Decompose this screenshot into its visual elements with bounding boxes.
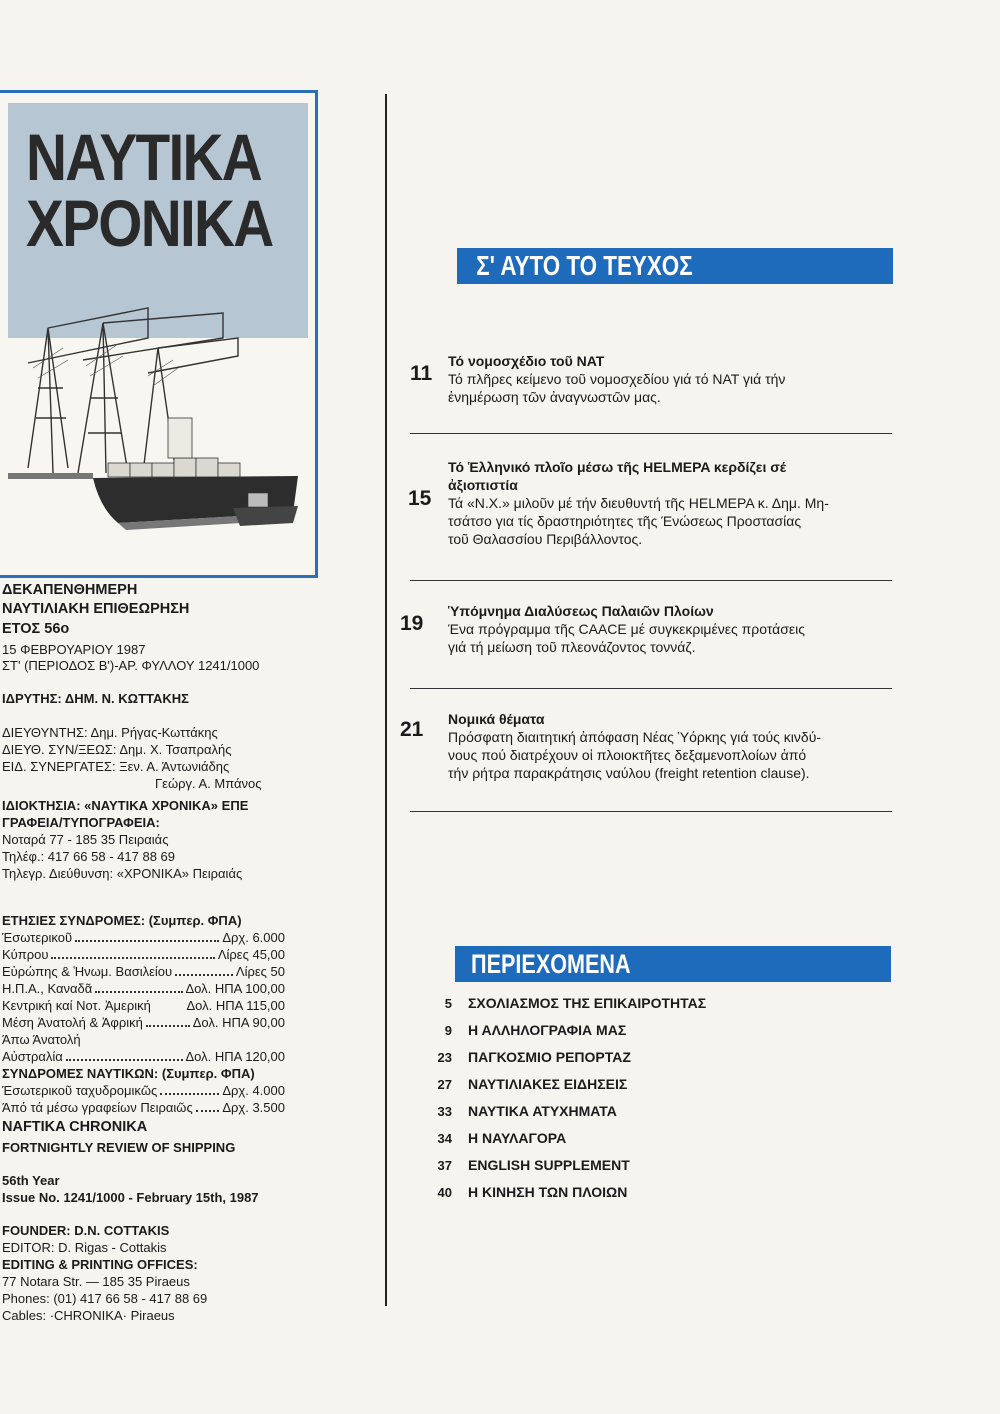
english-phones: Phones: (01) 417 66 58 - 417 88 69 bbox=[2, 1291, 208, 1306]
article-separator bbox=[410, 811, 892, 812]
contents-page-number: 33 bbox=[437, 1104, 452, 1119]
subscription-price: Λίρες 45,00 bbox=[217, 947, 285, 962]
article-title: Νομικά θέματα bbox=[448, 711, 545, 727]
subscription-region: Εὐρώπης & Ἡνωμ. Βασιλείου bbox=[2, 964, 173, 979]
english-editor: EDITOR: D. Rigas - Cottakis bbox=[2, 1240, 167, 1255]
english-issue: Issue No. 1241/1000 - February 15th, 1987 bbox=[2, 1190, 259, 1205]
english-address: 77 Notara Str. — 185 35 Piraeus bbox=[2, 1274, 190, 1289]
subscription-price: Δρχ. 4.000 bbox=[222, 1083, 285, 1098]
colophon-year: ΕΤΟΣ 56ο bbox=[2, 621, 70, 637]
article-summary: τήν ρήτρα παρακράτησις ναύλου (freight retention clause). bbox=[448, 765, 810, 781]
article-summary: τσάτσο για τίς δραστηριότητες τῆς Ένώσεως Προστασίας bbox=[448, 513, 802, 529]
masthead-title-line2: ΧΡΟΝΙΚΑ bbox=[26, 186, 273, 260]
in-this-issue-heading: Σ' ΑΥΤΟ ΤΟ ΤΕΥΧΟΣ bbox=[476, 250, 693, 281]
in-this-issue-banner bbox=[457, 248, 893, 284]
column-divider bbox=[385, 94, 387, 1306]
subscription-row bbox=[2, 963, 285, 980]
subscription-region: Άπό τά μέσω γραφείων Πειραιῶς bbox=[2, 1100, 193, 1115]
article-separator bbox=[410, 580, 892, 581]
container-ship-illustration bbox=[8, 268, 308, 573]
subscription-row bbox=[2, 997, 285, 1014]
article-summary: Τά «Ν.Χ.» μιλοῦν μέ τήν διευθυντή τῆς HELMEPA κ. Δημ. Μη- bbox=[448, 495, 829, 511]
subscription-price: Δολ. ΗΠΑ 115,00 bbox=[186, 998, 285, 1013]
dot-leader bbox=[154, 997, 184, 1010]
contents-item-title: ΝΑΥΤΙΚΑ ΑΤΥΧΗΜΑΤΑ bbox=[468, 1103, 617, 1119]
colophon-offices-label: ΓΡΑΦΕΙΑ/ΤΥΠΟΓΡΑΦΕΙΑ: bbox=[2, 815, 160, 830]
contents-item-title: Η ΚΙΝΗΣΗ ΤΩΝ ΠΛΟΙΩΝ bbox=[468, 1184, 628, 1200]
dot-leader bbox=[196, 1099, 220, 1112]
subscription-row bbox=[2, 1014, 285, 1031]
colophon-address: Νοταρά 77 - 185 35 Πειραιάς bbox=[2, 832, 169, 847]
seamen-subscriptions-title: ΣΥΝΔΡΟΜΕΣ ΝΑΥΤΙΚΩΝ: (Συμπερ. ΦΠΑ) bbox=[2, 1066, 255, 1081]
contents-page-number: 5 bbox=[444, 996, 452, 1011]
article-summary: τοῦ Θαλασσίου Περιβάλλοντος. bbox=[448, 531, 643, 547]
subscription-price: Δρχ. 3.500 bbox=[222, 1100, 285, 1115]
article-title: Ὑπόμνημα Διαλύσεως Παλαιῶν Πλοίων bbox=[448, 603, 714, 619]
contents-banner bbox=[455, 946, 891, 982]
contents-page-number: 9 bbox=[444, 1023, 452, 1038]
article-summary: νους πού διατρέχουν οἱ πλοιοκτῆτες δεξαμενοπλοίων ἀπό bbox=[448, 747, 807, 763]
colophon-director: ΔΙΕΥΘΥΝΤΗΣ: Δημ. Ρήγας-Κωττάκης bbox=[2, 725, 218, 740]
contents-item-title: ΣΧΟΛΙΑΣΜΟΣ ΤΗΣ ΕΠΙΚΑΙΡΟΤΗΤΑΣ bbox=[468, 995, 707, 1011]
colophon-review-type: ΝΑΥΤΙΛΙΑΚΗ ΕΠΙΘΕΩΡΗΣΗ bbox=[2, 601, 190, 617]
dot-leader bbox=[51, 946, 214, 959]
subscription-row bbox=[2, 980, 285, 997]
contents-item-title: Η ΑΛΛΗΛΟΓΡΑΦΙΑ ΜΑΣ bbox=[468, 1022, 627, 1038]
article-page-number: 19 bbox=[400, 612, 424, 635]
subscription-row bbox=[2, 946, 285, 963]
colophon-telegram: Τηλεγρ. Διεύθυνση: «ΧΡΟΝΙΚΑ» Πειραιάς bbox=[2, 866, 243, 881]
colophon-owner: ΙΔΙΟΚΤΗΣΙΑ: «ΝΑΥΤΙΚΑ ΧΡΟΝΙΚΑ» ΕΠΕ bbox=[2, 798, 249, 813]
colophon-frequency: ΔΕΚΑΠΕΝΘΗΜΕΡΗ bbox=[2, 582, 138, 598]
colophon-contributor-2: Γεώργ. Α. Μπάνος bbox=[155, 776, 262, 791]
masthead-title-line1: ΝΑΥΤΙΚΑ bbox=[26, 120, 262, 194]
subscription-region: Έσωτερικοῦ bbox=[2, 930, 73, 945]
english-offices-label: EDITING & PRINTING OFFICES: bbox=[2, 1257, 198, 1272]
dot-leader bbox=[160, 1082, 219, 1095]
article-separator bbox=[410, 688, 892, 689]
colophon-founder: ΙΔΡΥΤΗΣ: ΔΗΜ. Ν. ΚΩΤΤΑΚΗΣ bbox=[2, 691, 189, 706]
colophon-issue: ΣΤ' (ΠΕΡΙΟΔΟΣ Β')-ΑΡ. ΦΥΛΛΟΥ 1241/1000 bbox=[2, 658, 260, 673]
article-summary: ἐνημέρωση τῶν ἀναγνωστῶν μας. bbox=[448, 389, 661, 405]
dot-leader bbox=[146, 1014, 190, 1027]
article-title: ἀξιοπιστία bbox=[448, 477, 518, 493]
dot-leader bbox=[75, 929, 219, 942]
contents-item-title: ENGLISH SUPPLEMENT bbox=[468, 1157, 630, 1173]
article-summary: Πρόσφατη διαιτητική ἀπόφαση Νέας Ὑόρκης γιά τούς κινδύ- bbox=[448, 729, 822, 745]
colophon-contributors: ΕΙΔ. ΣΥΝΕΡΓΑΤΕΣ: Ξεν. Α. Άντωνιάδης bbox=[2, 759, 230, 774]
english-subtitle: FORTNIGHTLY REVIEW OF SHIPPING bbox=[2, 1140, 236, 1155]
subscription-region: Κεντρική καί Νοτ. Ἀμερική bbox=[2, 998, 151, 1013]
masthead-box bbox=[0, 90, 318, 578]
subscriptions-title: ΕΤΗΣΙΕΣ ΣΥΝΔΡΟΜΕΣ: (Συμπερ. ΦΠΑ) bbox=[2, 913, 242, 928]
contents-page-number: 37 bbox=[437, 1158, 452, 1173]
subscription-region: Αὐστραλία bbox=[2, 1049, 63, 1064]
english-title: NAFTIKA CHRONIKA bbox=[2, 1119, 148, 1135]
contents-page-number: 34 bbox=[437, 1131, 452, 1146]
contents-page-number: 23 bbox=[437, 1050, 452, 1065]
article-summary: Ένα πρόγραμμα τῆς CAACE μέ συγκεκριμένες προτάσεις bbox=[448, 621, 805, 637]
subscription-price: Δολ. ΗΠΑ 120,00 bbox=[185, 1049, 285, 1064]
subscription-region: Η.Π.Α., Καναδᾶ bbox=[2, 981, 93, 996]
subscription-region: Κύπρου bbox=[2, 947, 49, 962]
english-founder: FOUNDER: D.N. COTTAKIS bbox=[2, 1223, 170, 1238]
dot-leader bbox=[95, 980, 182, 993]
dot-leader bbox=[66, 1048, 183, 1061]
subscription-extra-region: Άπω Άνατολή bbox=[2, 1032, 81, 1047]
english-year: 56th Year bbox=[2, 1173, 60, 1188]
contents-item-title: ΠΑΓΚΟΣΜΙΟ ΡΕΠΟΡΤΑΖ bbox=[468, 1049, 631, 1065]
colophon-date: 15 ΦΕΒΡΟΥΑΡΙΟΥ 1987 bbox=[2, 642, 146, 657]
article-title: Τό νομοσχέδιο τοῦ ΝΑΤ bbox=[448, 353, 605, 369]
subscription-row bbox=[2, 929, 285, 946]
article-page-number: 15 bbox=[408, 487, 432, 510]
article-summary: Τό πλῆρες κείμενο τοῦ νομοσχεδίου γιά τό ΝΑΤ γιά τήν bbox=[448, 371, 786, 387]
subscription-price: Δρχ. 6.000 bbox=[222, 930, 285, 945]
article-separator bbox=[410, 433, 892, 434]
english-cables: Cables: ·CHRONIKA· Piraeus bbox=[2, 1308, 175, 1323]
subscription-row bbox=[2, 1082, 285, 1099]
contents-page-number: 27 bbox=[437, 1077, 452, 1092]
subscription-row bbox=[2, 1099, 285, 1116]
contents-item-title: ΝΑΥΤΙΛΙΑΚΕΣ ΕΙΔΗΣΕΙΣ bbox=[468, 1076, 628, 1092]
subscription-region: Μέση Ἀνατολή & Ἀφρική bbox=[2, 1015, 143, 1030]
dot-leader bbox=[175, 963, 233, 976]
article-page-number: 11 bbox=[410, 362, 433, 385]
contents-item-title: Η ΝΑΥΛΑΓΟΡΑ bbox=[468, 1130, 567, 1146]
colophon-phone: Τηλέφ.: 417 66 58 - 417 88 69 bbox=[2, 849, 175, 864]
article-page-number: 21 bbox=[400, 718, 424, 741]
article-title: Τό Ἑλληνικό πλοῖο μέσω τῆς HELMEPA κερδίζει σέ bbox=[448, 459, 787, 475]
contents-page-number: 40 bbox=[437, 1185, 452, 1200]
subscription-region: Έσωτερικοῦ ταχυδρομικῶς bbox=[2, 1083, 158, 1098]
subscription-row bbox=[2, 1048, 285, 1065]
subscription-price: Λίρες 50 bbox=[235, 964, 285, 979]
subscription-price: Δολ. ΗΠΑ 90,00 bbox=[192, 1015, 285, 1030]
colophon-editor-in-chief: ΔΙΕΥΘ. ΣΥΝ/ΞΕΩΣ: Δημ. Χ. Τσαπραλής bbox=[2, 742, 232, 757]
contents-heading: ΠΕΡΙΕΧΟΜΕΝΑ bbox=[471, 949, 631, 979]
subscription-price: Δολ. ΗΠΑ 100,00 bbox=[185, 981, 285, 996]
article-summary: γιά τή μείωση τοῦ πλεονάζοντος τοννάζ. bbox=[448, 639, 696, 655]
